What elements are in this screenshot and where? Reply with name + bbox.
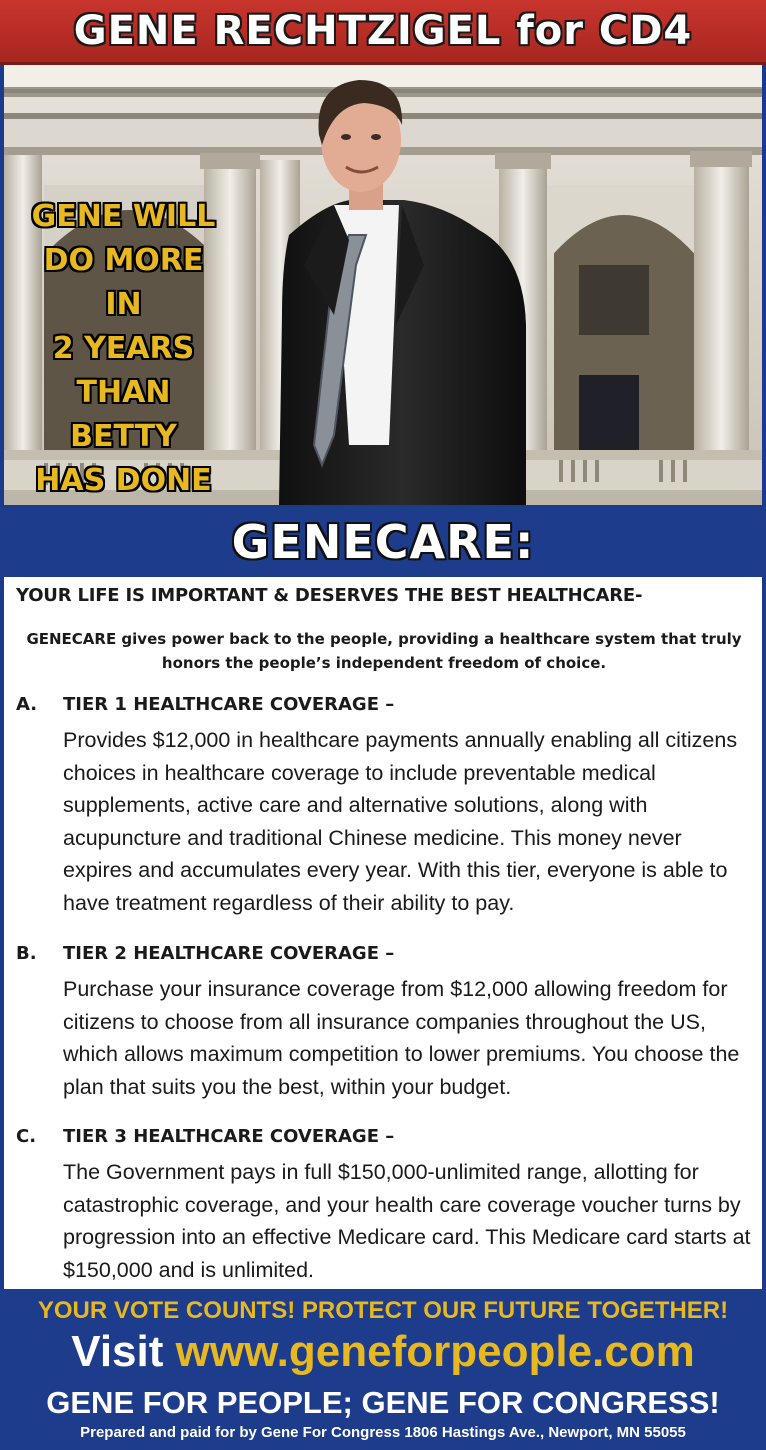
tier-description: Provides $12,000 in healthcare payments annually enabling all citizens choices in healthcare coverage to include preventable medical supplements, active care and alternative solutions, along with acupuncture and traditional Chinese medicine. This money never expires and accumulates every year. With this tier, everyone is able to have treatment regardless of their ability to pay. [63, 728, 738, 915]
paid-for-disclaimer: Prepared and paid for by Gene For Congress 1806 Hastings Ave., Newport, MN 55055 [80, 1424, 686, 1441]
genecare-intro: GENECARE gives power back to the people, providing a healthcare system that truly honors the people’s independent freedom of choice. [26, 630, 742, 672]
top-banner [0, 0, 766, 65]
genecare-heading [0, 507, 766, 577]
footer [0, 1289, 766, 1450]
tier-title: TIER 2 HEALTHCARE COVERAGE – [63, 943, 395, 964]
tier-letter: C. [16, 1126, 37, 1147]
tier-letter: B. [16, 943, 37, 964]
slogan-text: GENE WILL DO MORE IN 2 YEARS THAN BETTY HAS DONE [31, 199, 216, 498]
campaign-tagline: GENE FOR PEOPLE; GENE FOR CONGRESS! [46, 1385, 720, 1420]
genecare-details [4, 577, 762, 1289]
candidate-photo [4, 65, 762, 505]
banner-title: GENE RECHTZIGEL for CD4 [73, 8, 693, 54]
tier-description: The Government pays in full $150,000-unlimited range, allotting for catastrophic coverage, and your health care coverage voucher turns by progression into an effective Medicare card. This Medicare card starts at $150,000 and is unlimited. [63, 1160, 751, 1282]
website-link[interactable]: www.geneforpeople.com [175, 1327, 695, 1376]
genecare-title: GENECARE: [231, 515, 535, 569]
vote-message: YOUR VOTE COUNTS! PROTECT OUR FUTURE TOGETHER! [37, 1297, 729, 1324]
healthcare-headline: YOUR LIFE IS IMPORTANT & DESERVES THE BEST HEALTHCARE- [16, 585, 643, 606]
visit-line [0, 1327, 766, 1377]
visit-label: Visit [71, 1327, 164, 1376]
tier-description: Purchase your insurance coverage from $12,000 allowing freedom for citizens to choose from all insurance companies throughout the US, which allows maximum competition to lower premiums. You choose the plan that suits you the best, within your budget. [63, 977, 740, 1099]
tier-title: TIER 3 HEALTHCARE COVERAGE – [63, 1126, 395, 1147]
tier-letter: A. [16, 694, 38, 715]
tier-title: TIER 1 HEALTHCARE COVERAGE – [63, 694, 395, 715]
